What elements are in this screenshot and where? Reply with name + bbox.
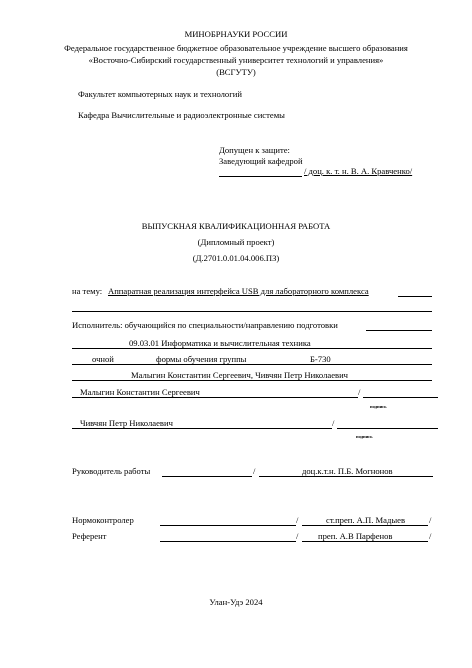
executor-names: Малыгин Константин Сергеевич, Чивчян Петр Николаевич xyxy=(131,370,349,380)
signature-row-2-name: Чивчян Петр Николаевич xyxy=(80,418,173,428)
spec-line xyxy=(72,348,432,349)
head-of-department: Заведующий кафедрой xyxy=(219,156,303,166)
faculty: Факультет компьютерных наук и технологий xyxy=(78,89,242,99)
referee-label: Референт xyxy=(72,531,107,541)
form-line xyxy=(72,364,432,365)
department: Кафедра Вычислительные и радиоэлектронные системы xyxy=(78,110,285,120)
signature-row-1-sign-line xyxy=(363,397,438,398)
signature-row-2-slash: / xyxy=(332,418,335,428)
topic-label: на тему: xyxy=(72,286,103,296)
document-subtitle: (Дипломный проект) xyxy=(197,237,275,247)
normcontrol-name-line xyxy=(302,525,428,526)
head-name: / доц. к. т. н. В. А. Кравченко/ xyxy=(304,166,413,176)
names-line xyxy=(72,380,432,381)
supervisor-label: Руководитель работы xyxy=(72,466,151,476)
signature-row-2-sign-line xyxy=(337,428,438,429)
referee-end-slash: / xyxy=(429,531,432,541)
normcontrol-sign-line xyxy=(160,525,296,526)
signature-row-2-line xyxy=(72,428,332,429)
referee-slash: / xyxy=(296,531,299,541)
signature-row-1-line xyxy=(72,397,358,398)
supervisor-slash: / xyxy=(253,466,256,476)
topic-line-end xyxy=(398,296,432,297)
specialty: 09.03.01 Информатика и вычислительная техника xyxy=(129,338,311,348)
city-year: Улан-Удэ 2024 xyxy=(209,597,263,607)
admitted-label: Допущен к защите: xyxy=(219,145,290,155)
document-title: ВЫПУСКНАЯ КВАЛИФИКАЦИОННАЯ РАБОТА xyxy=(141,221,331,231)
supervisor-sign-line xyxy=(162,476,252,477)
normcontrol-name: ст.преп. А.П. Мадыев xyxy=(326,515,406,525)
head-signature-line xyxy=(219,176,302,177)
ministry-title: МИНОБРНАУКИ РОССИИ xyxy=(184,29,288,39)
executor-label: Исполнитель: обучающийся по специальности/направлению подготовки xyxy=(72,320,338,330)
group-number: Б-730 xyxy=(310,354,331,364)
signature-row-1-caption: подпись xyxy=(370,404,387,409)
normcontrol-end-slash: / xyxy=(429,515,432,525)
institution-line-1: Федеральное государственное бюджетное образовательное учреждение высшего образования xyxy=(64,43,408,53)
referee-sign-line xyxy=(160,541,296,542)
study-form-text: формы обучения группы xyxy=(156,354,247,364)
topic-value: Аппаратная реализация интерфейса USB для лабораторного комплекса xyxy=(108,286,369,296)
study-form: очной xyxy=(92,354,114,364)
signature-row-2-caption: подпись xyxy=(356,434,373,439)
supervisor-name-line xyxy=(259,476,433,477)
topic-line-2 xyxy=(72,311,432,312)
institution-line-2: «Восточно-Сибирский государственный университет технологий и управления» xyxy=(88,55,384,65)
document-code: (Д.2701.0.01.04.006.ПЗ) xyxy=(192,253,280,263)
supervisor-name: доц.к.т.н. П.Б. Могнонов xyxy=(302,466,393,476)
referee-name-line xyxy=(302,541,428,542)
executor-line-end xyxy=(366,330,432,331)
normcontrol-slash: / xyxy=(296,515,299,525)
institution-abbr: (ВСГУТУ) xyxy=(216,67,256,77)
signature-row-1-name: Малыгин Константин Сергеевич xyxy=(80,387,200,397)
signature-row-1-slash: / xyxy=(358,387,361,397)
referee-name: преп. А.В Парфенов xyxy=(318,531,393,541)
normcontrol-label: Нормоконтролер xyxy=(72,515,134,525)
